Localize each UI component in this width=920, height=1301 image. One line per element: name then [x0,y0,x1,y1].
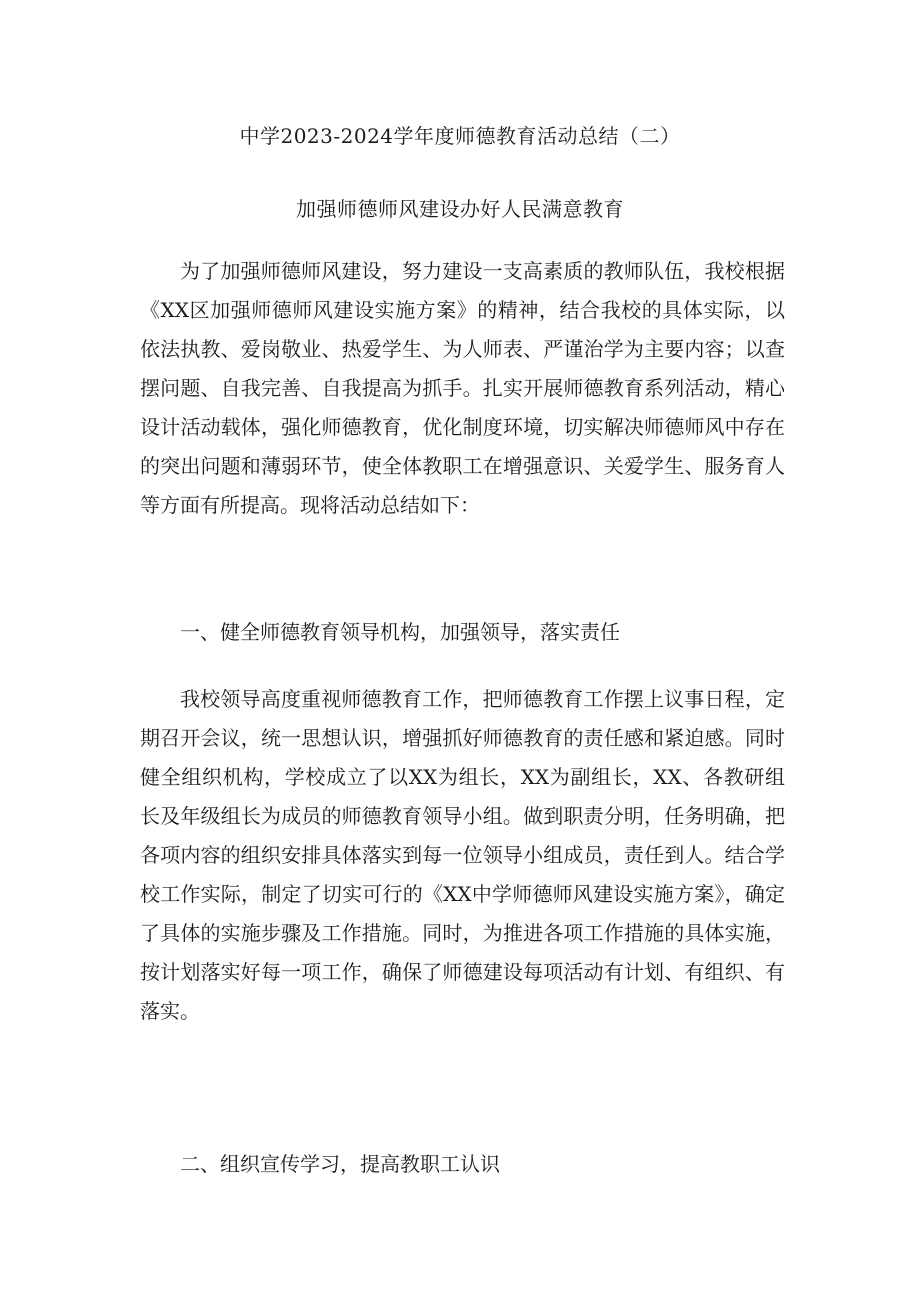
document-subtitle: 加强师德师风建设办好人民满意教育 [296,197,624,221]
document-title: 中学2023-2024学年度师德教育活动总结（二） [239,124,681,148]
intro-paragraph: 为了加强师德师风建设，努力建设一支高素质的教师队伍，我校根据《XX区加强师德师风建设实施方案》的精神，结合我校的具体实际，以依法执教、爱岗敬业、热爱学生、为人师表、严谨治学为主要内容；以查摆问题、自我完善、自我提高为抓手。扎实开展师德教育系列活动，精心设计活动载体，强化师德教育，优化制度环境，切实解决师德师风中存在的突出问题和薄弱环节，使全体教职工在增强意识、关爱学生、服务育人等方面有所提高。现将活动总结如下： [140,259,785,517]
section-1-heading: 一、健全师德教育领导机构，加强领导，落实责任 [180,620,620,644]
section-2-heading: 二、组织宣传学习，提高教职工认识 [180,1152,500,1176]
section-1-paragraph: 我校领导高度重视师德教育工作，把师德教育工作摆上议事日程，定期召开会议，统一思想认识，增强抓好师德教育的责任感和紧迫感。同时健全组织机构，学校成立了以XX为组长，XX为副组长，XX、各教研组长及年级组长为成员的师德教育领导小组。做到职责分明，任务明确，把各项内容的组织安排具体落实到每一位领导小组成员，责任到人。结合学校工作实际，制定了切实可行的《XX中学师德师风建设实施方案》，确定了具体的实施步骤及工作措施。同时，为推进各项工作措施的具体实施，按计划落实好每一项工作，确保了师德建设每项活动有计划、有组织、有落实。 [140,687,785,1023]
